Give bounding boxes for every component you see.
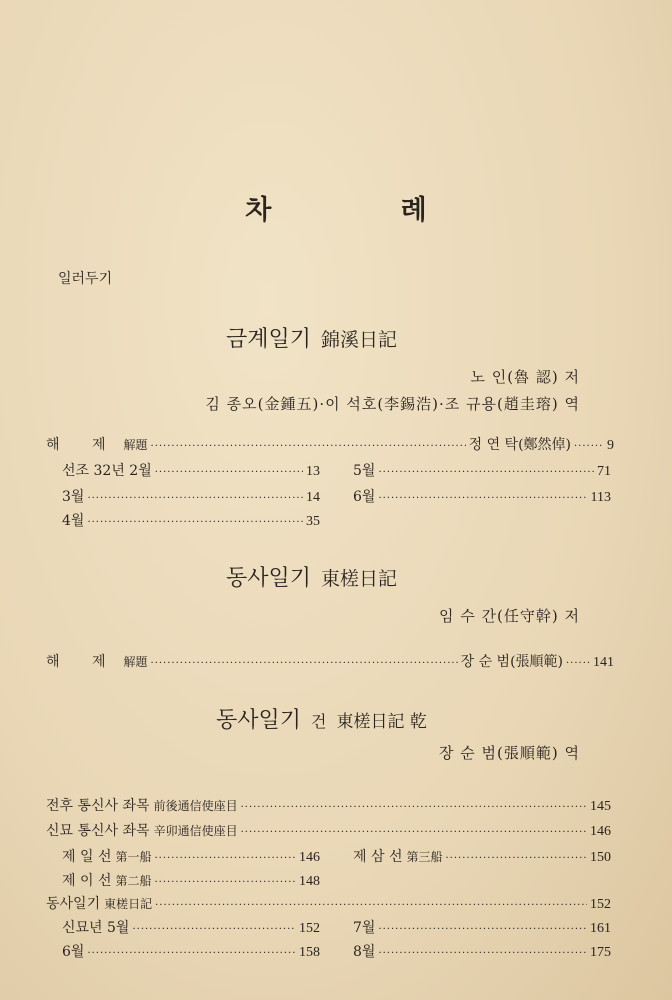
leader-dots bbox=[155, 853, 297, 864]
entry-label: 4월 bbox=[62, 513, 85, 529]
toc-row[interactable] bbox=[62, 460, 320, 480]
page-number: 152 bbox=[299, 921, 320, 936]
page-number: 175 bbox=[590, 945, 611, 960]
entry-label: 동사일기 東槎日記 bbox=[46, 896, 153, 912]
page-number: 158 bbox=[299, 945, 320, 960]
entry-label: 3월 bbox=[62, 489, 85, 505]
leader-dots bbox=[241, 827, 587, 838]
entry-label: 7월 bbox=[353, 920, 376, 936]
page-number: 146 bbox=[590, 824, 611, 839]
leader-dots bbox=[378, 924, 587, 935]
leader-dots bbox=[574, 441, 604, 452]
page-title: 차 례 bbox=[245, 195, 487, 226]
page-number: 148 bbox=[299, 874, 320, 889]
leader-dots bbox=[87, 517, 303, 528]
page-number: 14 bbox=[306, 490, 320, 505]
toc-row[interactable] bbox=[46, 893, 611, 913]
section1-author: 노 인(魯 認) 저 bbox=[470, 368, 580, 386]
toc-row[interactable] bbox=[353, 846, 611, 866]
toc-row[interactable] bbox=[353, 941, 611, 961]
page-number: 150 bbox=[590, 850, 611, 865]
entry-label: 선조 32년 2월 bbox=[62, 463, 152, 479]
section1-title[interactable] bbox=[226, 322, 397, 353]
page-number: 35 bbox=[306, 514, 320, 529]
leader-dots bbox=[87, 493, 303, 504]
intro-entry[interactable]: 일러두기 bbox=[58, 271, 113, 287]
toc-row[interactable] bbox=[353, 486, 611, 506]
entry-label: 6월 bbox=[62, 944, 85, 960]
leader-dots bbox=[378, 467, 594, 478]
commentary-by: 장 순 범(張順範) bbox=[460, 654, 563, 670]
commentary-label: 해 제 解題 bbox=[46, 437, 148, 453]
entry-label: 신묘 통신사 좌목 辛卯通信使座目 bbox=[46, 823, 238, 839]
toc-row[interactable] bbox=[62, 870, 320, 890]
leader-dots bbox=[155, 877, 297, 888]
section1-translators: 김 종오(金鍾五)·이 석호(李錫浩)·조 규용(趙圭瑢) 역 bbox=[205, 395, 580, 413]
section1-commentary-row[interactable] bbox=[46, 434, 614, 454]
section2-title[interactable] bbox=[226, 561, 397, 592]
leader-dots bbox=[241, 802, 587, 813]
entry-label: 8월 bbox=[353, 944, 376, 960]
toc-row[interactable] bbox=[62, 486, 320, 506]
section3-title-korean: 동사일기 bbox=[216, 708, 302, 733]
page-number: 161 bbox=[590, 921, 611, 936]
entry-label: 5월 bbox=[353, 463, 376, 479]
page-number: 152 bbox=[590, 897, 611, 912]
section3-title-hanja: 東槎日記 乾 bbox=[336, 712, 427, 732]
toc-row[interactable] bbox=[62, 846, 320, 866]
page-number: 146 bbox=[299, 850, 320, 865]
page-number: 113 bbox=[590, 490, 611, 505]
section2-title-korean: 동사일기 bbox=[226, 566, 312, 591]
page-number: 141 bbox=[593, 655, 614, 670]
entry-label: 제 삼 선 第三船 bbox=[353, 849, 443, 865]
section1-title-hanja: 錦溪日記 bbox=[321, 329, 398, 351]
section2-commentary-row[interactable] bbox=[46, 651, 614, 671]
page-number: 145 bbox=[590, 799, 611, 814]
entry-label: 신묘년 5월 bbox=[62, 920, 130, 936]
section3-title[interactable] bbox=[216, 703, 427, 734]
leader-dots bbox=[151, 441, 466, 452]
commentary-label: 해 제 解題 bbox=[46, 654, 148, 670]
leader-dots bbox=[132, 924, 296, 935]
toc-row[interactable] bbox=[46, 820, 611, 840]
entry-label: 제 이 선 第二船 bbox=[62, 873, 152, 889]
toc-row[interactable] bbox=[46, 795, 611, 815]
toc-row[interactable] bbox=[62, 941, 320, 961]
leader-dots bbox=[87, 948, 296, 959]
toc-row[interactable] bbox=[353, 460, 611, 480]
leader-dots bbox=[155, 467, 303, 478]
toc-row[interactable] bbox=[62, 510, 320, 530]
section3-title-vol: 건 bbox=[311, 712, 327, 731]
section1-title-korean: 금계일기 bbox=[226, 327, 312, 352]
section3-translator: 장 순 범(張順範) 역 bbox=[439, 744, 580, 762]
entry-label: 제 일 선 第一船 bbox=[62, 849, 152, 865]
leader-dots bbox=[151, 658, 458, 669]
page-number: 9 bbox=[607, 438, 614, 453]
leader-dots bbox=[446, 853, 588, 864]
toc-row[interactable] bbox=[62, 917, 320, 937]
page-number: 13 bbox=[306, 464, 320, 479]
toc-row[interactable] bbox=[353, 917, 611, 937]
entry-label: 6월 bbox=[353, 489, 376, 505]
leader-dots bbox=[155, 900, 587, 911]
leader-dots bbox=[566, 658, 590, 669]
leader-dots bbox=[378, 948, 587, 959]
section2-title-hanja: 東槎日記 bbox=[321, 568, 398, 590]
leader-dots bbox=[378, 493, 587, 504]
page-number: 71 bbox=[597, 464, 611, 479]
entry-label: 전후 통신사 좌목 前後通信使座目 bbox=[46, 798, 238, 814]
commentary-by: 정 연 탁(鄭然倬) bbox=[468, 437, 571, 453]
section2-author: 임 수 간(任守幹) 저 bbox=[439, 607, 580, 625]
